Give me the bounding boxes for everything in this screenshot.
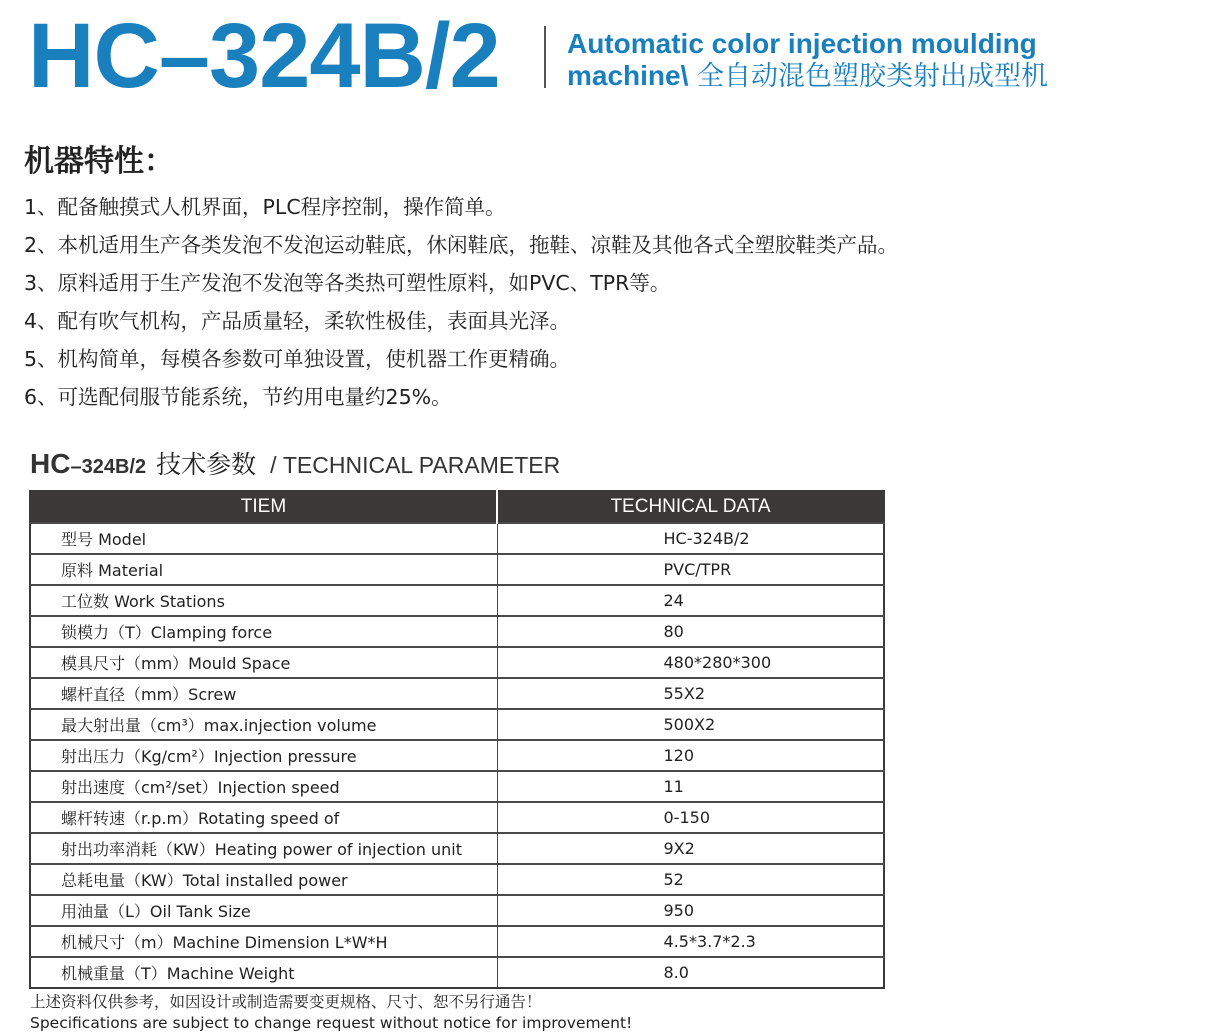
table-header-row (30, 491, 884, 523)
param-item-cell: 模具尺寸（mm）Mould Space (30, 647, 497, 678)
param-value-cell: 9X2 (497, 833, 884, 864)
feature-item: 4、配有吹气机构，产品质量轻，柔软性极佳，表面具光泽。 (24, 309, 571, 333)
features-heading: 机器特性： (24, 144, 174, 179)
param-value-cell: 0-150 (497, 802, 884, 833)
subtitle-line-2 (567, 60, 1048, 93)
parameters-heading-cn: 技术参数 (156, 450, 257, 479)
param-value-cell: HC-324B/2 (497, 523, 884, 554)
column-header-data: TECHNICAL DATA (497, 491, 884, 523)
parameters-heading (30, 446, 560, 486)
table-row (30, 771, 884, 802)
param-value-cell: 950 (497, 895, 884, 926)
title-divider (544, 26, 546, 88)
feature-item: 5、机构简单，每模各参数可单独设置，使机器工作更精确。 (24, 347, 571, 371)
param-value-cell: 480*280*300 (497, 647, 884, 678)
column-header-item: TIEM (30, 491, 497, 523)
subtitle-line-1: Automatic color injection moulding (567, 28, 1037, 59)
model-title: HC–324B/2 (28, 5, 500, 107)
table-row (30, 616, 884, 647)
table-row (30, 833, 884, 864)
param-item-cell: 射出压力（Kg/cm²）Injection pressure (30, 740, 497, 771)
disclaimer (30, 992, 632, 1034)
param-item-cell: 工位数 Work Stations (30, 585, 497, 616)
param-item-cell: 总耗电量（KW）Total installed power (30, 864, 497, 895)
param-item-cell: 射出速度（cm²/set）Injection speed (30, 771, 497, 802)
table-row (30, 647, 884, 678)
feature-item: 2、本机适用生产各类发泡不发泡运动鞋底，休闲鞋底，拖鞋、凉鞋及其他各式全塑胶鞋类产品。 (24, 233, 899, 257)
table-row (30, 895, 884, 926)
feature-item: 1、配备触摸式人机界面，PLC程序控制，操作简单。 (24, 195, 506, 219)
param-value-cell: 55X2 (497, 678, 884, 709)
param-item-cell: 型号 Model (30, 523, 497, 554)
parameters-heading-en: / TECHNICAL PARAMETER (270, 452, 561, 478)
subtitle-line-2-cn: 全自动混色塑胶类射出成型机 (688, 61, 1048, 92)
parameters-heading-hc: HC (30, 448, 71, 479)
param-value-cell: 8.0 (497, 957, 884, 988)
disclaimer-en: Specifications are subject to change request without notice for improvement! (30, 1014, 633, 1032)
feature-item: 3、原料适用于生产发泡不发泡等各类热可塑性原料，如PVC、TPR等。 (24, 271, 671, 295)
table-row (30, 554, 884, 585)
table-row (30, 802, 884, 833)
param-item-cell: 锁模力（T）Clamping force (30, 616, 497, 647)
subtitle-line-2-en: machine\ (567, 60, 689, 91)
param-item-cell: 螺杆转速（r.p.m）Rotating speed of (30, 802, 497, 833)
disclaimer-cn: 上述资料仅供参考，如因设计或制造需要变更规格、尺寸、恕不另行通告！ (30, 993, 542, 1011)
product-subtitle (567, 28, 1048, 93)
table-row (30, 740, 884, 771)
param-value-cell: 52 (497, 864, 884, 895)
param-item-cell: 射出功率消耗（KW）Heating power of injection unit (30, 833, 497, 864)
param-item-cell: 机械重量（T）Machine Weight (30, 957, 497, 988)
feature-list (24, 188, 898, 416)
param-value-cell: 24 (497, 585, 884, 616)
table-row (30, 585, 884, 616)
param-value-cell: PVC/TPR (497, 554, 884, 585)
table-row (30, 523, 884, 554)
parameters-heading-model: –324B/2 (70, 456, 147, 478)
table-row (30, 678, 884, 709)
table-row (30, 864, 884, 895)
param-value-cell: 500X2 (497, 709, 884, 740)
param-value-cell: 80 (497, 616, 884, 647)
param-value-cell: 120 (497, 740, 884, 771)
param-item-cell: 螺杆直径（mm）Screw (30, 678, 497, 709)
table-row (30, 957, 884, 988)
param-item-cell: 原料 Material (30, 554, 497, 585)
param-value-cell: 11 (497, 771, 884, 802)
param-item-cell: 用油量（L）Oil Tank Size (30, 895, 497, 926)
param-item-cell: 最大射出量（cm³）max.injection volume (30, 709, 497, 740)
feature-item: 6、可选配伺服节能系统，节约用电量约25%。 (24, 385, 452, 409)
param-item-cell: 机械尺寸（m）Machine Dimension L*W*H (30, 926, 497, 957)
parameters-table (29, 490, 885, 989)
table-row (30, 926, 884, 957)
param-value-cell: 4.5*3.7*2.3 (497, 926, 884, 957)
table-row (30, 709, 884, 740)
